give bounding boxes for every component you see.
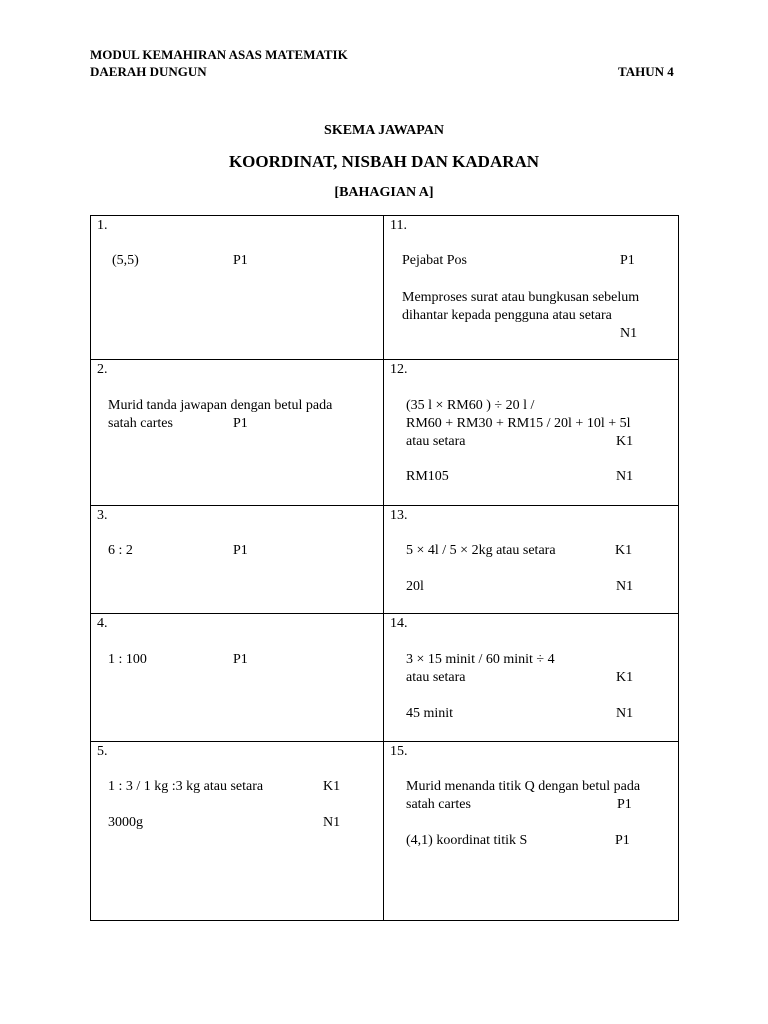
table-row xyxy=(91,360,679,506)
mark-label: N1 xyxy=(616,469,634,484)
answer-line-2: satah cartes xyxy=(108,416,173,431)
module-title: MODUL KEMAHIRAN ASAS MATEMATIK xyxy=(90,47,348,62)
question-number: 15. xyxy=(390,744,408,759)
answer-cell-1 xyxy=(91,216,384,360)
answer-text: RM105 xyxy=(406,469,449,484)
mark-label: P1 xyxy=(617,797,632,812)
mark-label: K1 xyxy=(615,543,633,558)
working-line-3: atau setara xyxy=(406,434,466,449)
mark-label: N1 xyxy=(620,326,638,341)
answer-line-3: (4,1) koordinat titik S xyxy=(406,833,528,848)
question-number: 14. xyxy=(390,616,408,631)
answer-cell-15 xyxy=(384,742,679,921)
answer-text: (5,5) xyxy=(112,253,139,268)
working-line-2: atau setara xyxy=(406,670,466,685)
answer-text: 45 minit xyxy=(406,706,454,721)
year-label: TAHUN 4 xyxy=(618,64,674,79)
section-title: [BAHAGIAN A] xyxy=(334,185,434,200)
explanation-line-1: Memproses surat atau bungkusan sebelum xyxy=(402,290,640,305)
mark-label: N1 xyxy=(323,815,341,830)
answer-text: Pejabat Pos xyxy=(402,253,467,268)
working-line-1: 3 × 15 minit / 60 minit ÷ 4 xyxy=(406,652,555,667)
table-row xyxy=(91,506,679,614)
table-row xyxy=(91,742,679,921)
question-number: 1. xyxy=(97,218,108,233)
answer-cell-12 xyxy=(384,360,679,506)
mark-label: P1 xyxy=(615,833,630,848)
question-number: 13. xyxy=(390,508,408,523)
answer-cell-3 xyxy=(91,506,384,614)
table-row xyxy=(91,216,679,360)
answer-text: 6 : 2 xyxy=(108,543,133,558)
question-number: 12. xyxy=(390,362,408,377)
working-text: 1 : 3 / 1 kg :3 kg atau setara xyxy=(108,779,264,794)
answer-text: 20l xyxy=(406,579,424,594)
answer-cell-13 xyxy=(384,506,679,614)
mark-label: P1 xyxy=(233,253,248,268)
question-number: 5. xyxy=(97,744,108,759)
answer-text: 3000g xyxy=(108,815,143,830)
answer-cell-4 xyxy=(91,614,384,742)
question-number: 4. xyxy=(97,616,108,631)
mark-label: P1 xyxy=(620,253,635,268)
answer-line-1: Murid tanda jawapan dengan betul pada xyxy=(108,398,333,413)
question-number: 3. xyxy=(97,508,108,523)
scheme-title: SKEMA JAWAPAN xyxy=(324,123,444,138)
topic-title: KOORDINAT, NISBAH DAN KADARAN xyxy=(228,152,540,171)
mark-label: N1 xyxy=(616,706,634,721)
working-line-2: RM60 + RM30 + RM15 / 20l + 10l + 5l xyxy=(406,416,631,431)
answer-cell-2 xyxy=(91,360,384,506)
mark-label: P1 xyxy=(233,416,248,431)
answer-text: 1 : 100 xyxy=(108,652,147,667)
mark-label: K1 xyxy=(323,779,341,794)
working-line-1: (35 l × RM60 ) ÷ 20 l / xyxy=(406,398,535,413)
answer-line-1: Murid menanda titik Q dengan betul pada xyxy=(406,779,641,794)
mark-label: P1 xyxy=(233,652,248,667)
district-name: DAERAH DUNGUN xyxy=(90,64,207,79)
mark-label: P1 xyxy=(233,543,248,558)
answer-cell-11 xyxy=(384,216,679,360)
question-number: 2. xyxy=(97,362,108,377)
mark-label: K1 xyxy=(616,434,634,449)
mark-label: K1 xyxy=(616,670,634,685)
working-text: 5 × 4l / 5 × 2kg atau setara xyxy=(406,543,556,558)
question-number: 11. xyxy=(390,218,407,233)
table-row xyxy=(91,614,679,742)
answer-cell-14 xyxy=(384,614,679,742)
answer-line-2: satah cartes xyxy=(406,797,471,812)
answer-table xyxy=(90,215,679,921)
answer-cell-5 xyxy=(91,742,384,921)
mark-label: N1 xyxy=(616,579,634,594)
explanation-line-2: dihantar kepada pengguna atau setara xyxy=(402,308,612,323)
